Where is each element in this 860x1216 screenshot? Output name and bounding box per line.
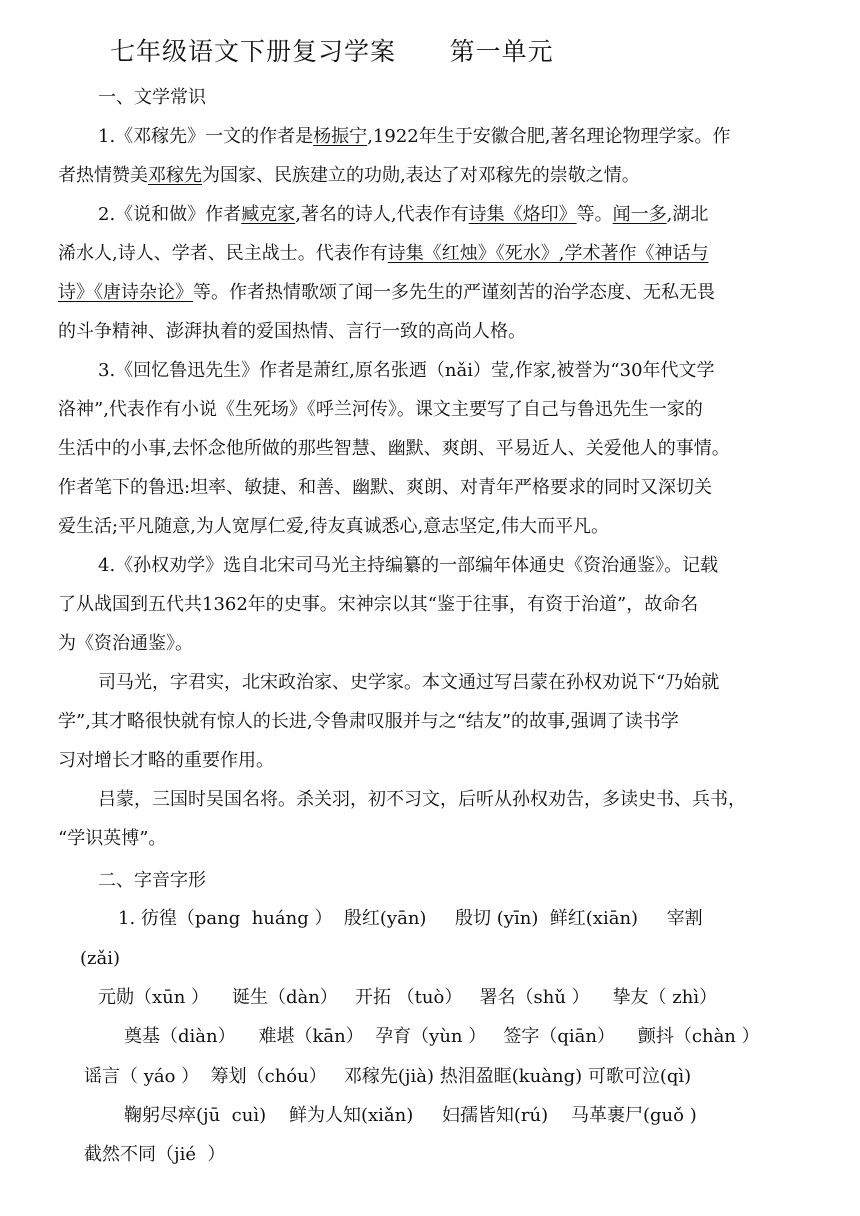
- author-name-underlined: 臧克家: [241, 204, 296, 225]
- paragraph-3-line-3: 生活中的小事,去怀念他所做的那些智慧、幽默、爽朗、平易近人、关爱他人的事情。: [58, 438, 730, 459]
- text: 浠水人,诗人、学者、民主战士。代表作有: [58, 243, 388, 264]
- section-heading-pronunciation: 二、字音字形: [98, 870, 206, 891]
- text: ,著名的诗人,代表作有: [295, 204, 469, 225]
- text: 者热情赞美: [58, 165, 148, 186]
- paragraph-4-line-3: 为《资治通鉴》。: [58, 633, 193, 654]
- paragraph-2-line-3: [58, 282, 715, 304]
- paragraph-2-line-1: [98, 204, 708, 226]
- paragraph-3-line-1: 3.《回忆鲁迅先生》作者是萧红,原名张迺（nǎi）莹,作家,被誉为“30年代文学: [98, 360, 715, 381]
- paragraph-6-line-1: 吕蒙，三国时吴国名将。杀关羽，初不习文，后听从孙权劝告，多读史书、兵书，: [98, 789, 746, 810]
- subject-name-underlined: 邓稼先: [148, 165, 202, 186]
- pinyin-line-3: 元勋（xūn ） 诞生（dàn） 开拓 （tuò） 署名（shǔ ） 挚友（ zhì）: [98, 987, 718, 1008]
- paragraph-3-line-5: 爱生活;平凡随意,为人宽厚仁爱,待友真诚悉心,意志坚定,伟大而平凡。: [58, 516, 609, 537]
- author-name-underlined: 杨振宁: [313, 126, 368, 147]
- paragraph-2-line-4: 的斗争精神、澎湃执着的爱国热情、言行一致的高尚人格。: [58, 321, 526, 342]
- text: 等。作者热情歌颂了闻一多先生的严谨刻苦的治学态度、无私无畏: [193, 282, 715, 303]
- paragraph-1-line-2: [58, 165, 640, 187]
- text: 为国家、民族建立的功勋,表达了对邓稼先的崇敬之情。: [202, 165, 640, 186]
- works-underlined: 诗》《唐诗杂论》: [58, 282, 193, 303]
- pinyin-line-4: 奠基（diàn） 难堪（kān） 孕育（yùn ） 签字（qiān） 颤抖（chàn ）: [124, 1026, 760, 1047]
- pinyin-line-7: 截然不同（jié ）: [84, 1144, 226, 1165]
- paragraph-6-line-2: “学识英博”。: [58, 828, 167, 849]
- text: 2.《说和做》作者: [98, 204, 242, 225]
- work-title-underlined: 诗集《烙印》: [468, 204, 577, 225]
- paragraph-2-line-2: [58, 243, 708, 265]
- section-heading-literature: 一、文学常识: [98, 87, 206, 108]
- paragraph-4-line-1: 4.《孙权劝学》选自北宋司马光主持编纂的一部编年体通史《资治通鉴》。记载: [98, 555, 719, 576]
- paragraph-5-line-1: 司马光，字君实，北宋政治家、史学家。本文通过写吕蒙在孙权劝说下“乃始就: [98, 672, 720, 693]
- paragraph-4-line-2: 了从战国到五代共1362年的史事。宋神宗以其“鉴于往事，有资于治道”，故命名: [58, 594, 699, 615]
- text: 等。: [576, 204, 613, 225]
- text: ,湖北: [666, 204, 709, 225]
- pinyin-line-2: (zǎi): [80, 948, 121, 969]
- text: 1.《邓稼先》一文的作者是: [98, 126, 314, 147]
- paragraph-5-line-2: 学”,其才略很快就有惊人的长进,令鲁肃叹服并与之“结友”的故事,强调了读书学: [58, 711, 679, 732]
- pinyin-line-1: 1. 彷徨（pang huáng ） 殷红(yān) 殷切 (yīn) 鲜红(xiān) 宰割: [118, 908, 703, 929]
- paragraph-3-line-2: 洛神”,代表作有小说《生死场》《呼兰河传》。课文主要写了自己与鲁迅先生一家的: [58, 399, 703, 420]
- paragraph-5-line-3: 习对增长才略的重要作用。: [58, 750, 274, 771]
- poet-name-underlined: 闻一多: [612, 204, 667, 225]
- paragraph-3-line-4: 作者笔下的鲁迅:坦率、敏捷、和善、幽默、爽朗、对青年严格要求的同时又深切关: [58, 477, 713, 498]
- pinyin-line-5: 谣言（ yáo ） 筹划（chóu） 邓稼先(jià) 热泪盈眶(kuàng) 可歌可泣(qì): [84, 1066, 692, 1087]
- text: ,1922年生于安徽合肥,著名理论物理学家。作: [367, 126, 731, 147]
- paragraph-1-line-1: [98, 126, 730, 148]
- pinyin-line-6: 鞠躬尽瘁(jū cuì) 鲜为人知(xiǎn) 妇孺皆知(rú) 马革裹尸(guǒ ): [124, 1105, 697, 1126]
- works-underlined: 诗集《红烛》《死水》,学术著作《神话与: [387, 243, 709, 264]
- page-title: 七年级语文下册复习学案 第一单元: [110, 37, 554, 66]
